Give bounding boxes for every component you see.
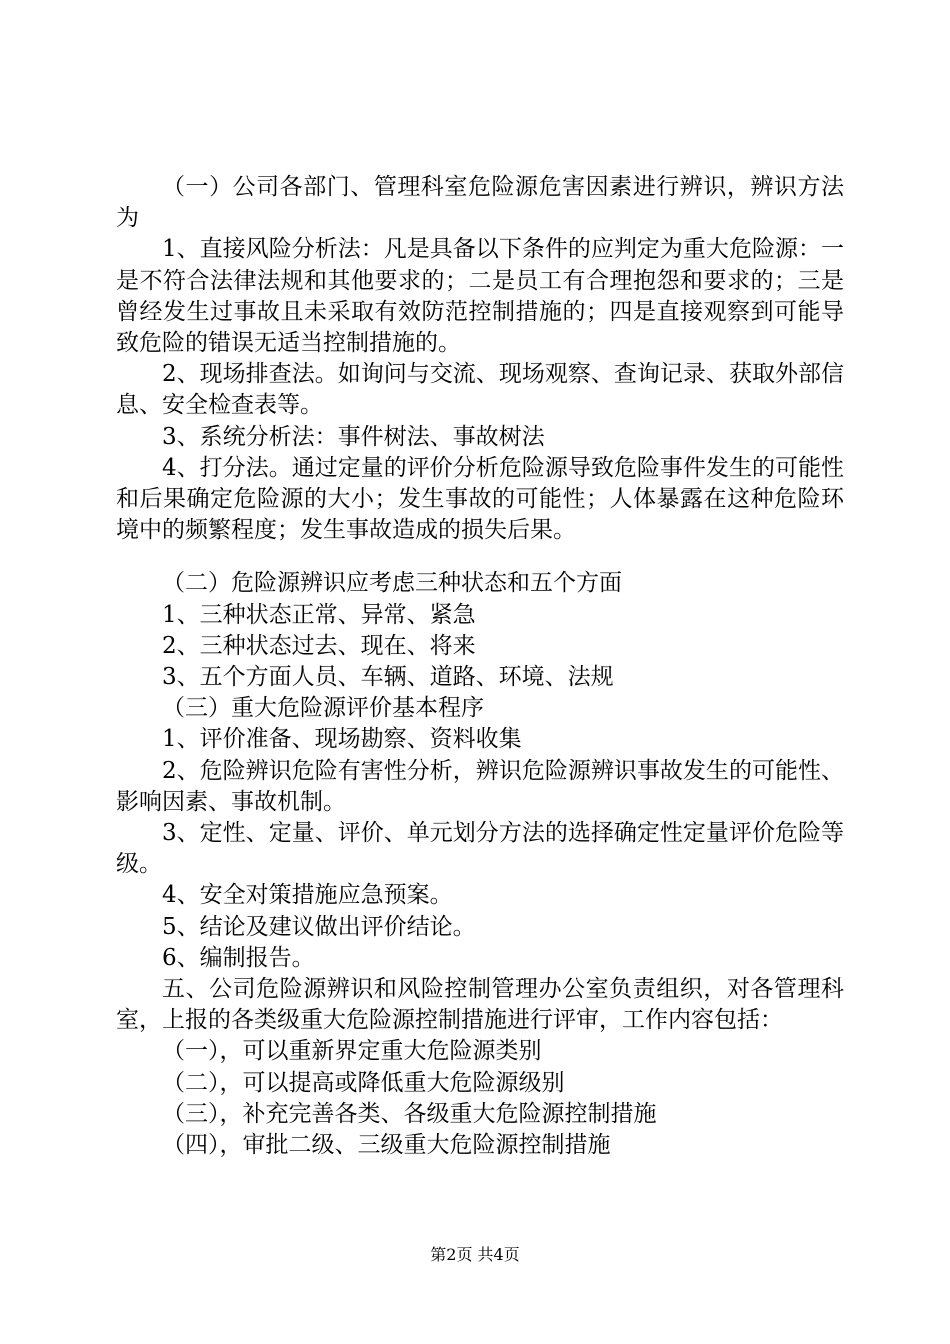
section-2-item-2: 2、三种状态过去、现在、将来 (162, 632, 476, 659)
section-5-item-4: （四），审批二级、三级重大危险源控制措施 (162, 1132, 611, 1159)
document-body (116, 172, 844, 1161)
section-1-heading: （一）公司各部门、管理科室危险源危害因素进行辨识，辨识方法为 (116, 174, 844, 232)
section-2-item-3: 3、五个方面人员、车辆、道路、环境、法规 (162, 664, 614, 691)
section-1-item-2: 2、现场排查法。如询问与交流、现场观察、查询记录、获取外部信息、安全检查表等。 (116, 361, 844, 419)
section-3-heading: （三）重大危险源评价基本程序 (162, 695, 484, 722)
section-1-item-1: 1、直接风险分析法：凡是具备以下条件的应判定为重大危险源：一是不符合法律法规和其他要求的；二是员工有合理抱怨和要求的；三是曾经发生过事故且未采取有效防范控制措施的；四是直接观察到可能导致危险的错误无适当控制措施的。 (116, 236, 844, 357)
section-3-item-1: 1、评价准备、现场勘察、资料收集 (162, 726, 522, 753)
section-5-item-2: （二），可以提高或降低重大危险源级别 (162, 1069, 565, 1096)
section-3-item-6: 6、编制报告。 (162, 944, 315, 971)
section-3-item-4: 4、安全对策措施应急预案。 (162, 882, 453, 909)
section-3-item-5: 5、结论及建议做出评价结论。 (162, 913, 476, 940)
section-3-item-3: 3、定性、定量、评价、单元划分方法的选择确定性定量评价危险等级。 (116, 820, 844, 878)
paragraph-gap (116, 546, 844, 568)
section-2-heading: （二）危险源辨识应考虑三种状态和五个方面 (162, 570, 622, 597)
section-3-item-2: 2、危险辨识危险有害性分析，辨识危险源辨识事故发生的可能性、影响因素、事故机制。 (116, 757, 844, 815)
section-5-heading: 五、公司危险源辨识和风险控制管理办公室负责组织，对各管理科室，上报的各类级重大危险源控制措施进行评审，工作内容包括： (116, 976, 844, 1034)
section-5-item-1: （一），可以重新界定重大危险源类别 (162, 1038, 542, 1065)
section-5-item-3: （三），补充完善各类、各级重大危险源控制措施 (162, 1100, 657, 1127)
section-2-item-1: 1、三种状态正常、异常、紧急 (162, 601, 476, 628)
page-footer: 第2页 共4页 (430, 1245, 520, 1264)
section-1-item-4: 4、打分法。通过定量的评价分析危险源导致危险事件发生的可能性和后果确定危险源的大小；发生事故的可能性；人体暴露在这种危险环境中的频繁程度；发生事故造成的损失后果。 (116, 454, 844, 544)
section-1-item-3: 3、系统分析法：事件树法、事故树法 (162, 423, 545, 450)
